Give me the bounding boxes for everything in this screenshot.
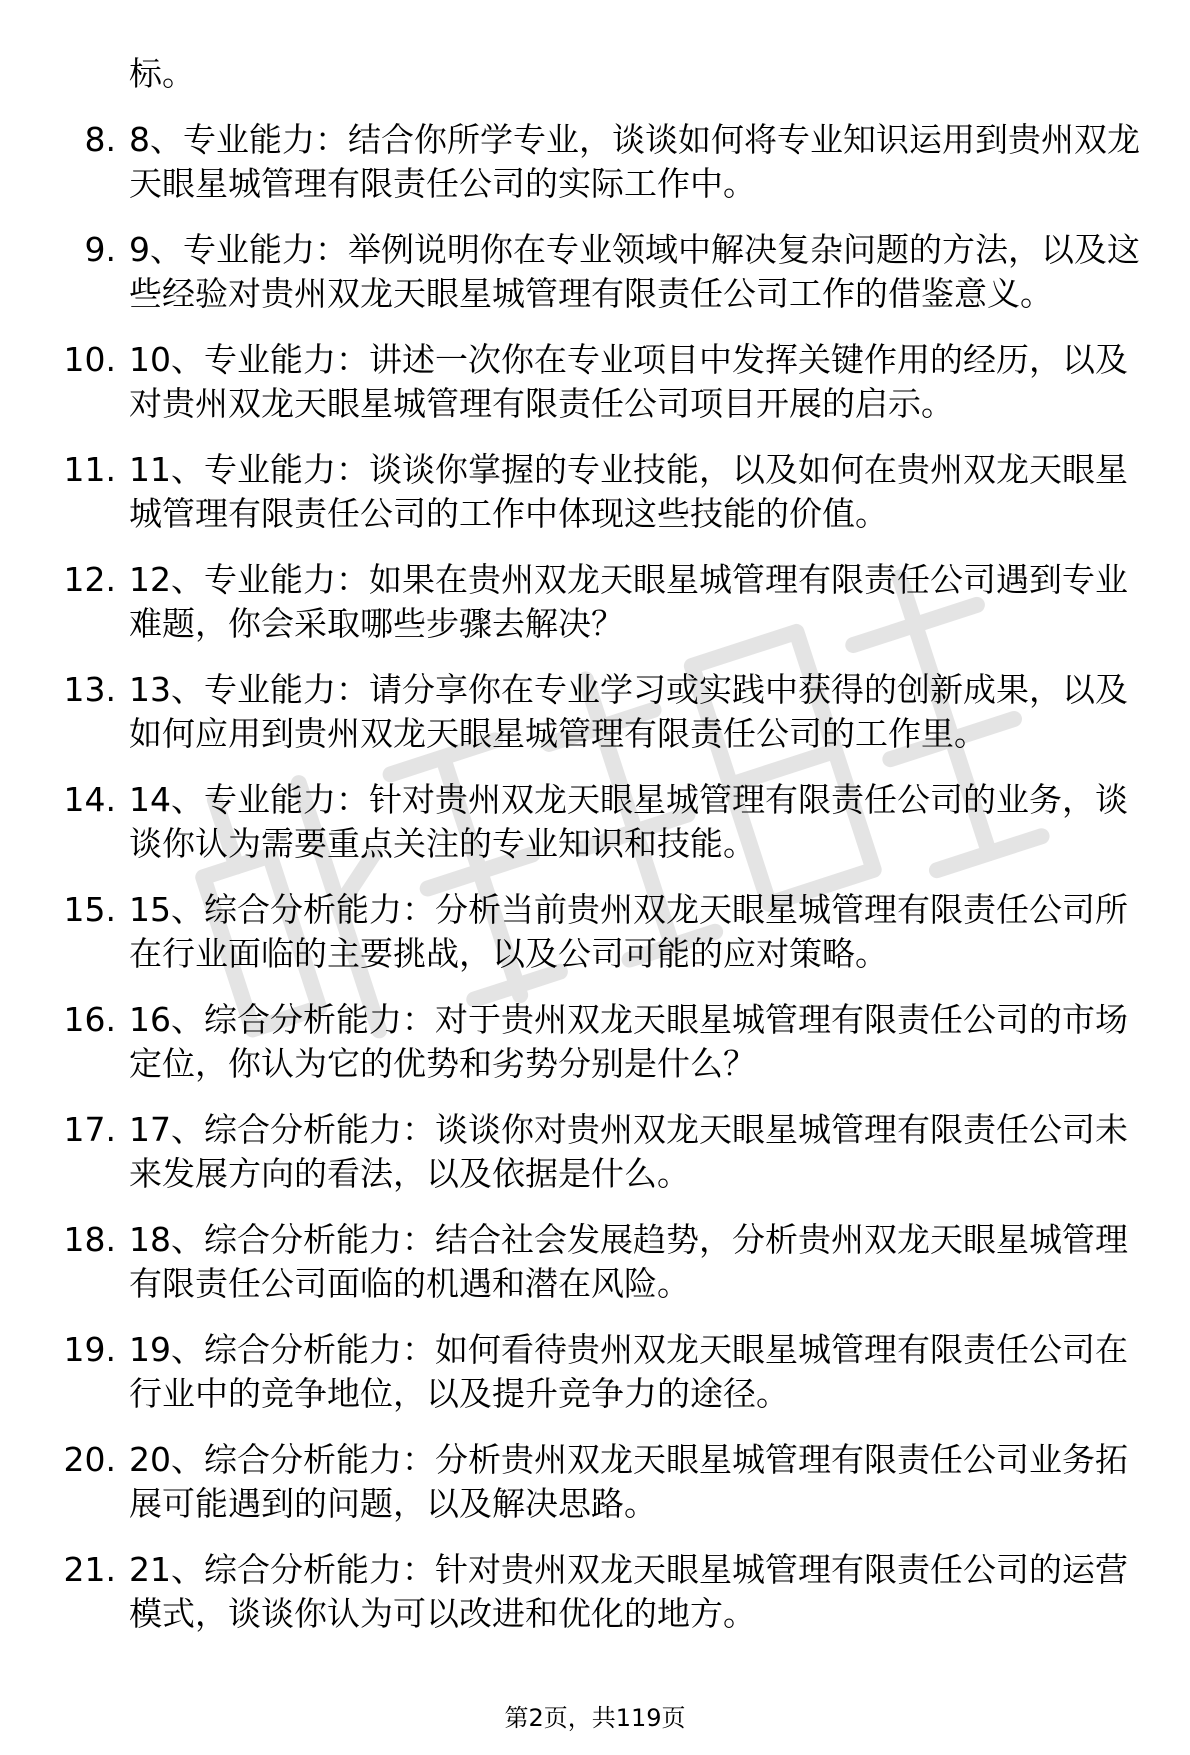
question-text: 21、综合分析能力：针对贵州双龙天眼星城管理有限责任公司的运营模式，谈谈你认为可以改进和优化的地方。 bbox=[129, 1550, 1128, 1633]
question-list bbox=[0, 118, 1190, 1636]
question-item bbox=[0, 338, 1190, 426]
question-text: 10、专业能力：讲述一次你在专业项目中发挥关键作用的经历，以及对贵州双龙天眼星城管理有限责任公司项目开展的启示。 bbox=[129, 340, 1128, 423]
question-content bbox=[0, 52, 1190, 1658]
continued-text: 标。 bbox=[129, 54, 195, 93]
question-item bbox=[0, 1328, 1190, 1416]
question-item bbox=[0, 1438, 1190, 1526]
question-item bbox=[0, 1218, 1190, 1306]
question-item bbox=[0, 1108, 1190, 1196]
question-number: 19. bbox=[63, 1330, 116, 1369]
question-item bbox=[0, 228, 1190, 316]
question-text: 13、专业能力：请分享你在专业学习或实践中获得的创新成果，以及如何应用到贵州双龙天眼星城管理有限责任公司的工作里。 bbox=[129, 670, 1128, 753]
question-item bbox=[0, 118, 1190, 206]
question-text: 15、综合分析能力：分析当前贵州双龙天眼星城管理有限责任公司所在行业面临的主要挑战，以及公司可能的应对策略。 bbox=[129, 890, 1128, 973]
question-number: 8. bbox=[84, 120, 116, 159]
question-text: 17、综合分析能力：谈谈你对贵州双龙天眼星城管理有限责任公司未来发展方向的看法，以及依据是什么。 bbox=[129, 1110, 1128, 1193]
question-number: 11. bbox=[63, 450, 116, 489]
question-text: 8、专业能力：结合你所学专业，谈谈如何将专业知识运用到贵州双龙天眼星城管理有限责任公司的实际工作中。 bbox=[129, 120, 1140, 203]
question-item bbox=[0, 998, 1190, 1086]
question-item bbox=[0, 668, 1190, 756]
question-item bbox=[0, 888, 1190, 976]
question-number: 10. bbox=[63, 340, 116, 379]
question-number: 9. bbox=[84, 230, 116, 269]
page-number: 第2页，共119页 bbox=[504, 1704, 686, 1732]
question-text: 9、专业能力：举例说明你在专业领域中解决复杂问题的方法，以及这些经验对贵州双龙天眼星城管理有限责任公司工作的借鉴意义。 bbox=[129, 230, 1140, 313]
question-item bbox=[0, 558, 1190, 646]
question-text: 18、综合分析能力：结合社会发展趋势，分析贵州双龙天眼星城管理有限责任公司面临的机遇和潜在风险。 bbox=[129, 1220, 1128, 1303]
question-item bbox=[0, 1548, 1190, 1636]
page-footer bbox=[0, 1703, 1190, 1733]
question-number: 17. bbox=[63, 1110, 116, 1149]
question-number: 21. bbox=[63, 1550, 116, 1589]
question-text: 19、综合分析能力：如何看待贵州双龙天眼星城管理有限责任公司在行业中的竞争地位，以及提升竞争力的途径。 bbox=[129, 1330, 1128, 1413]
question-item bbox=[0, 448, 1190, 536]
question-number: 18. bbox=[63, 1220, 116, 1259]
question-number: 16. bbox=[63, 1000, 116, 1039]
question-item bbox=[0, 778, 1190, 866]
question-text: 14、专业能力：针对贵州双龙天眼星城管理有限责任公司的业务，谈谈你认为需要重点关注的专业知识和技能。 bbox=[129, 780, 1128, 863]
question-number: 13. bbox=[63, 670, 116, 709]
question-number: 14. bbox=[63, 780, 116, 819]
question-text: 16、综合分析能力：对于贵州双龙天眼星城管理有限责任公司的市场定位，你认为它的优势和劣势分别是什么？ bbox=[129, 1000, 1128, 1083]
question-number: 15. bbox=[63, 890, 116, 929]
question-text: 20、综合分析能力：分析贵州双龙天眼星城管理有限责任公司业务拓展可能遇到的问题，以及解决思路。 bbox=[129, 1440, 1128, 1523]
question-text: 11、专业能力：谈谈你掌握的专业技能，以及如何在贵州双龙天眼星城管理有限责任公司的工作中体现这些技能的价值。 bbox=[129, 450, 1128, 533]
question-number: 20. bbox=[63, 1440, 116, 1479]
question-number: 12. bbox=[63, 560, 116, 599]
question-text: 12、专业能力：如果在贵州双龙天眼星城管理有限责任公司遇到专业难题，你会采取哪些步骤去解决？ bbox=[129, 560, 1128, 643]
